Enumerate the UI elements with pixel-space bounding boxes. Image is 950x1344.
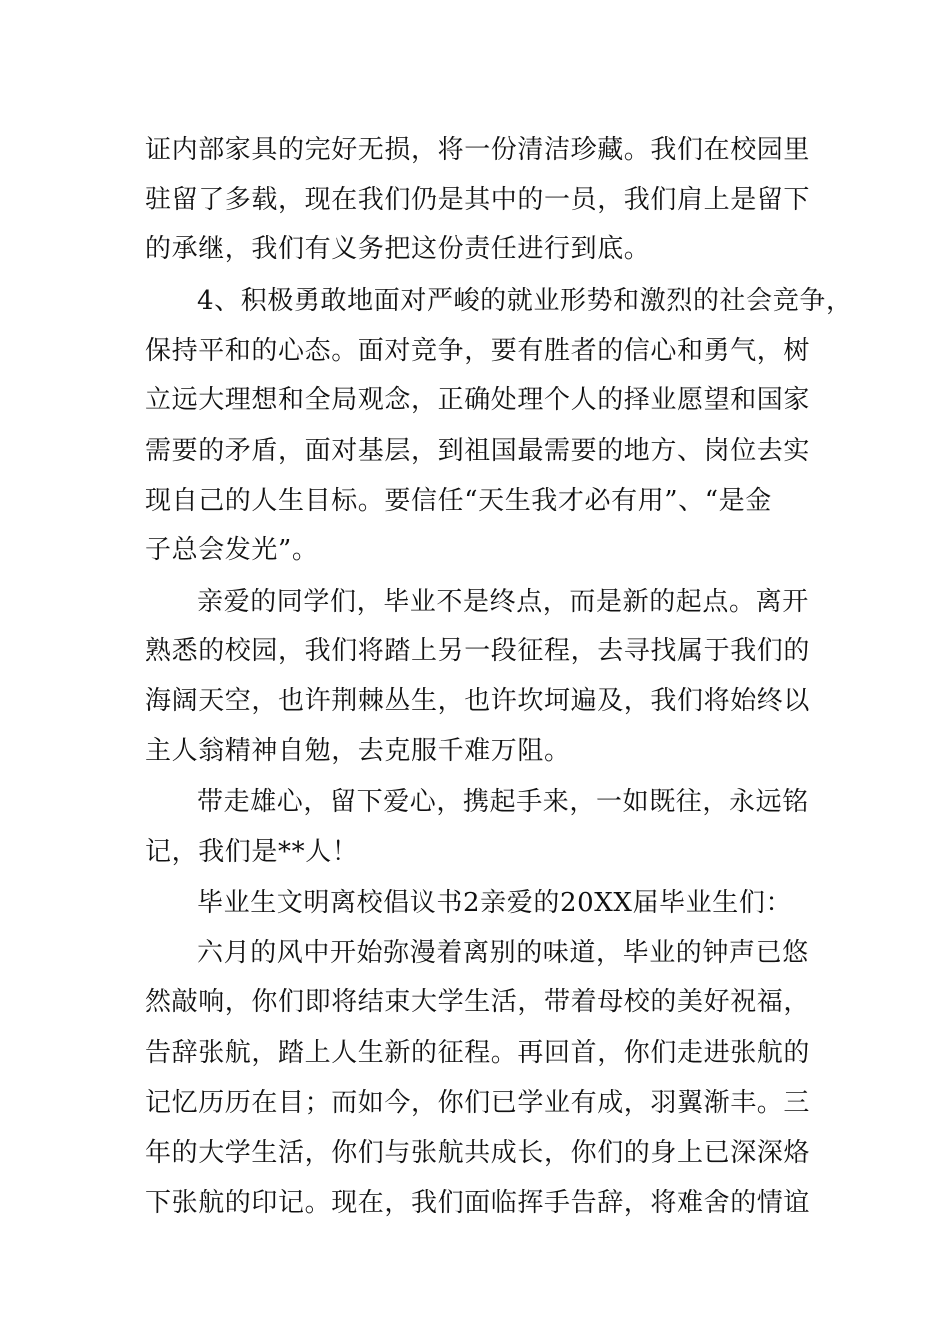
text-line: 现自己的人生目标。要信任“天生我才必有用”、“是金 <box>145 486 772 516</box>
text-line: 亲爱的同学们，毕业不是终点，而是新的起点。离开 <box>197 587 809 617</box>
text-line: 保持平和的心态。面对竞争，要有胜者的信心和勇气，树 <box>145 336 811 366</box>
text-line: 年的大学生活，你们与张航共成长，你们的身上已深深烙 <box>145 1138 811 1168</box>
text-line: 证内部家具的完好无损，将一份清洁珍藏。我们在校园里 <box>145 135 811 165</box>
text-line: 的承继，我们有义务把这份责任进行到底。 <box>145 234 651 264</box>
text-line: 记忆历历在目；而如今，你们已学业有成，羽翼渐丰。三 <box>145 1088 811 1118</box>
text-line: 立远大理想和全局观念，正确处理个人的择业愿望和国家 <box>145 385 811 415</box>
text-line: 下张航的印记。现在，我们面临挥手告辞，将难舍的情谊 <box>145 1188 811 1218</box>
text-line: 六月的风中开始弥漫着离别的味道，毕业的钟声已悠 <box>197 938 809 968</box>
text-line: 然敲响，你们即将结束大学生活，带着母校的美好祝福， <box>145 987 811 1017</box>
text-line: 4、积极勇敢地面对严峻的就业形势和激烈的社会竞争， <box>197 286 853 316</box>
text-line: 子总会发光”。 <box>145 535 319 565</box>
text-line: 海阔天空，也许荆棘丛生，也许坎坷遍及，我们将始终以 <box>145 686 811 716</box>
text-line: 记，我们是**人！ <box>145 837 359 867</box>
text-line: 驻留了多载，现在我们仍是其中的一员，我们肩上是留下 <box>145 185 811 215</box>
text-line: 带走雄心，留下爱心，携起手来，一如既往，永远铭 <box>197 787 809 817</box>
text-line: 告辞张航，踏上人生新的征程。再回首，你们走进张航的 <box>145 1038 811 1068</box>
text-line: 主人翁精神自勉，去克服千难万阻。 <box>145 736 571 766</box>
text-line: 熟悉的校园，我们将踏上另一段征程，去寻找属于我们的 <box>145 636 811 666</box>
text-line: 需要的矛盾，面对基层，到祖国最需要的地方、岗位去实 <box>145 436 811 466</box>
text-line: 毕业生文明离校倡议书2亲爱的20XX届毕业生们： <box>197 888 793 918</box>
